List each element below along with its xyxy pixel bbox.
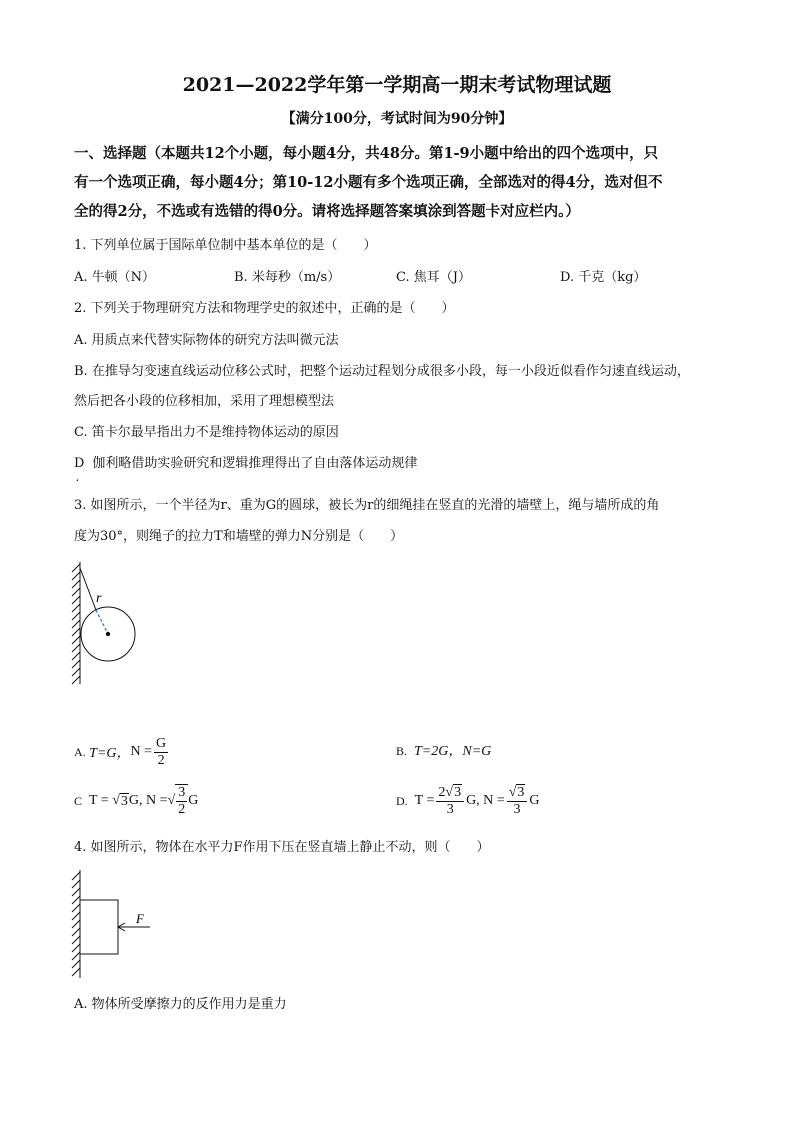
q2-option-b-line2: 然后把各小段的位移相加，采用了理想模型法 — [74, 394, 335, 409]
q3-option-c: C T = √ 3 G, N = √ $\frac{3}{2}$ G — [74, 785, 199, 817]
q1-option-b: B. 米每秒（m/s） — [234, 270, 341, 285]
radius-label: r — [96, 591, 102, 606]
q4-stem: 4. 如图所示，物体在水平力F作用下压在竖直墙上静止不动，则（ ） — [74, 840, 490, 855]
q4-option-a: A. 物体所受摩擦力的反作用力是重力 — [74, 997, 287, 1012]
ball-center — [106, 632, 110, 636]
section-instruction-line2: 有一个选项正确，每小题4分；第10-12小题有多个选项正确，全部选对的得4分，选对但不 — [74, 174, 663, 191]
q2-option-b-line1: B. 在推导匀变速直线运动位移公式时，把整个运动过程划分成很多小段，每一小段近似看作匀速直线运动， — [74, 364, 690, 379]
q1-option-d: D. 千克（kg） — [560, 270, 647, 285]
q2-option-d-label: D — [74, 456, 85, 471]
radius-line — [96, 610, 108, 634]
exam-info: 【满分100分，考试时间为90分钟】 — [281, 111, 513, 127]
q2-option-d: D. 伽利略借助实验研究和逻辑推理得出了自由落体运动规律 — [74, 456, 418, 484]
q3-stem-line2: 度为30°，则绳子的拉力T和墙壁的弹力N分别是（ ） — [74, 529, 404, 544]
section-instruction-line1: 一、选择题（本题共12个小题，每小题4分，共48分。第1-9小题中给出的四个选项中，只 — [74, 145, 659, 162]
q2-option-d-text: 伽利略借助实验研究和逻辑推理得出了自由落体运动规律 — [92, 456, 418, 471]
rope — [80, 568, 96, 610]
q3-option-d: D. T = $\frac{2√3}{3}$ G, N = $\frac{√3}{3}$ G — [396, 785, 540, 817]
q3-stem-line1: 3. 如图所示，一个半径为r、重为G的圆球，被长为r的细绳挂在竖直的光滑的墙壁上，绳与墙所成的角 — [74, 498, 660, 513]
q3-figure — [64, 560, 154, 690]
q1-stem: 1. 下列单位属于国际单位制中基本单位的是（ ） — [74, 238, 377, 253]
block — [80, 900, 118, 954]
q3-option-a: A. T=G， N = $\frac{G}{2}$ — [74, 735, 167, 768]
q2-stem: 2. 下列关于物理研究方法和物理学史的叙述中，正确的是（ ） — [74, 301, 455, 316]
page-title: 2021—2022学年第一学期高一期末考试物理试题 — [182, 74, 612, 96]
section-instruction-line3: 全的得2分，不选或有选错的得0分。请将选择题答案填涂到答题卡对应栏内。） — [74, 203, 580, 220]
q4-figure — [64, 868, 164, 983]
force-label: F — [136, 911, 144, 926]
q1-option-a: A. 牛顿（N） — [74, 270, 156, 285]
q2-option-a: A. 用质点来代替实际物体的研究方法叫微元法 — [74, 333, 339, 348]
q2-option-c: C. 笛卡尔最早指出力不是维持物体运动的原因 — [74, 425, 339, 440]
q1-option-c: C. 焦耳（J） — [396, 270, 471, 285]
q3-option-b: B. T=2G，N=G — [396, 744, 492, 759]
